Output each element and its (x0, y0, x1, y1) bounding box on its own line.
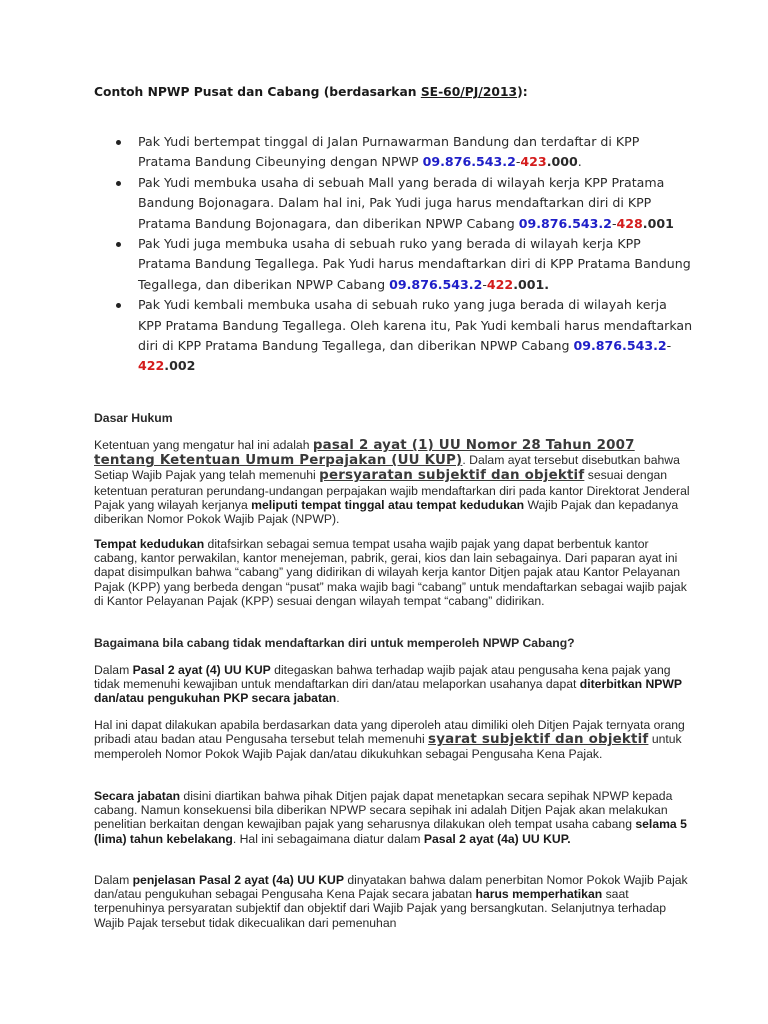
list-item-text: Pak Yudi kembali membuka usaha di sebuah ruko yang juga berada di wilayah kerja KPP Pratama Bandung Tegallega. Oleh karena itu, Pak Yudi kembali harus mendaftarkan diri di KPP Pratama Bandung Tegallega, dan diberikan NPWP Cabang (138, 297, 693, 354)
emphasis-text: Pasal 2 ayat (4) UU KUP (132, 663, 271, 677)
paragraph-text: . (336, 691, 340, 706)
section-heading-dasar-hukum: Dasar Hukum (94, 411, 173, 425)
bullet-icon (116, 242, 121, 247)
npwp-branch-code: .002 (164, 358, 196, 374)
paragraph (94, 663, 694, 706)
npwp-branch-code: .001 (642, 215, 674, 231)
paragraph (94, 718, 694, 762)
list-item-text: Pak Yudi juga membuka usaha di sebuah ruko yang berada di wilayah kerja KPP Pratama Bandung Tegallega. Pak Yudi harus mendaftarkan diri di KPP Pratama Bandung Tegallega, dan diberikan NPWP Cabang (138, 236, 691, 292)
bullet-icon (116, 303, 121, 308)
list-item-tail: . (577, 154, 582, 170)
npwp-separator: - (515, 154, 521, 170)
syarat-link[interactable]: syarat subjektif dan objektif (428, 732, 649, 748)
list-item-text: Pak Yudi bertempat tinggal di Jalan Purnawarman Bandung dan terdaftar di KPP Pratama Bandung Cibeunying dengan NPWP (138, 134, 640, 170)
emphasis-text: meliputi tempat tinggal atau tempat kedudukan (251, 497, 525, 512)
emphasis-text: harus memperhatikan (475, 887, 603, 902)
npwp-separator: - (666, 338, 672, 354)
emphasis-text: penjelasan Pasal 2 ayat (4a) UU KUP (132, 873, 344, 887)
paragraph-text: ditegaskan bahwa terhadap wajib pajak atau pengusaha kena pajak yang tidak memenuhi kewajiban untuk mendaftarkan diri dan/atau melaporkan usahanya dapat (94, 663, 671, 692)
npwp-branch-code: .001. (513, 276, 550, 292)
bullet-icon (116, 181, 121, 186)
example-list (94, 132, 694, 377)
npwp-main: 09.876.543.2 (422, 154, 516, 170)
npwp-main: 09.876.543.2 (389, 276, 483, 292)
emphasis-text: Pasal 2 ayat (4a) UU KUP. (423, 831, 571, 846)
persyaratan-link[interactable]: persyaratan subjektif dan objektif (319, 468, 585, 484)
uu-kup-link[interactable]: pasal 2 ayat (1) UU Nomor 28 Tahun 2007 tentang Ketentuan Umum Perpajakan (UU KUP) (94, 438, 635, 469)
list-item-text: Pak Yudi membuka usaha di sebuah Mall yang berada di wilayah kerja KPP Pratama Bandung Bojonagara. Dalam hal ini, Pak Yudi juga harus mendaftarkan diri di KPP Pratama Bandung Bojonagara, dan diberikan NPWP Cabang (138, 174, 665, 231)
emphasis-text: Secara jabatan (94, 789, 181, 803)
paragraph (94, 873, 694, 930)
paragraph-text: Dalam (94, 663, 133, 677)
npwp-branch-code: .000 (546, 154, 578, 170)
emphasis-text: Tempat kedudukan (94, 537, 205, 551)
list-item (94, 132, 694, 173)
paragraph-text: disini diartikan bahwa pihak Ditjen pajak dapat menetapkan secara sepihak NPWP kepada cabang. Namun konsekuensi bila diberikan NPWP secara sepihak ini adalah Ditjen Pajak akan melakukan penelitian berkaitan dengan kewajiban pajak yang seharusnya dilakukan oleh tempat usaha cabang (94, 789, 673, 832)
paragraph-text: Ketentuan yang mengatur hal ini adalah (94, 438, 313, 452)
emphasis-text: diterbitkan NPWP dan/atau pengukuhan PKP secara jabatan (94, 677, 682, 706)
paragraph-text: untuk memperoleh Nomor Pokok Wajib Pajak dan/atau dikukuhkan sebagai Pengusaha Kena Pajak. (94, 732, 682, 762)
title-text: Contoh NPWP Pusat dan Cabang (berdasarkan (94, 85, 421, 99)
paragraph (94, 537, 694, 608)
paragraph-text: . Hal ini sebagaimana diatur dalam (232, 831, 424, 846)
paragraph-text: Wajib Pajak dan kepadanya diberikan Nomor Pokok Wajib Pajak (NPWP). (94, 497, 679, 527)
npwp-separator: - (611, 215, 617, 231)
npwp-separator: - (482, 276, 487, 292)
npwp-kpp-code: 422 (138, 358, 165, 374)
list-item (94, 234, 694, 295)
paragraph (94, 789, 694, 846)
npwp-kpp-code: 422 (486, 276, 514, 292)
list-item (94, 173, 694, 234)
npwp-kpp-code: 423 (520, 154, 547, 170)
paragraph-text: saat terpenuhinya persyaratan subjektif dan objektif dari Wajib Pajak yang bersangkutan. Selanjutnya terhadap Wajib Pajak tersebut tidak dikecualikan dari pemenuhan (94, 887, 667, 930)
paragraph (94, 438, 694, 526)
paragraph-text: ditafsirkan sebagai semua tempat usaha wajib pajak yang dapat berbentuk kantor cabang, kantor perwakilan, kantor menejeman, pabrik, gerai, kios dan lain sebagainya. Dari paparan ayat ini dapat disimpulkan bahwa “cabang” yang didirikan di wilayah kerja kantor Ditjen pajak atau Kantor Pelayanan Pajak (KPP) yang berbeda dengan “pusat” maka wajib bagi “cabang” untuk mendaftarkan sebagai wajib pajak di Kantor Pelayanan Pajak (KPP) sesuai dengan wilayah tempat “cabang” didirikan. (94, 537, 687, 608)
regulation-link[interactable]: SE-60/PJ/2013 (420, 85, 518, 99)
npwp-main: 09.876.543.2 (518, 215, 612, 231)
list-item (94, 295, 694, 377)
page-title (94, 85, 734, 99)
paragraph-text: Dalam (94, 873, 133, 887)
paragraph-text: . Dalam ayat tersebut disebutkan bahwa Setiap Wajib Pajak yang telah memenuhi (94, 453, 680, 483)
npwp-kpp-code: 428 (616, 215, 643, 231)
paragraph-text: Hal ini dapat dilakukan apabila berdasarkan data yang diperoleh atau dimiliki oleh Ditjen Pajak ternyata orang pribadi atau badan atau Pengusaha tersebut telah memenuhi (94, 718, 685, 747)
title-suffix: ): (517, 85, 528, 99)
emphasis-text: selama 5 (lima) tahun kebelakang (94, 817, 687, 846)
paragraph-text: sesuai dengan ketentuan peraturan perundang-undangan perpajakan wajib mendaftarkan diri pada kantor Direktorat Jenderal Pajak yang wilayah kerjanya (94, 468, 690, 512)
bullet-icon (116, 140, 121, 145)
npwp-main: 09.876.543.2 (573, 338, 667, 354)
paragraph-text: dinyatakan bahwa dalam penerbitan Nomor Pokok Wajib Pajak dan/atau pengukuhan sebagai Pengusaha Kena Pajak secara jabatan (94, 873, 688, 902)
section-heading-question: Bagaimana bila cabang tidak mendaftarkan diri untuk memperoleh NPWP Cabang? (94, 636, 575, 650)
